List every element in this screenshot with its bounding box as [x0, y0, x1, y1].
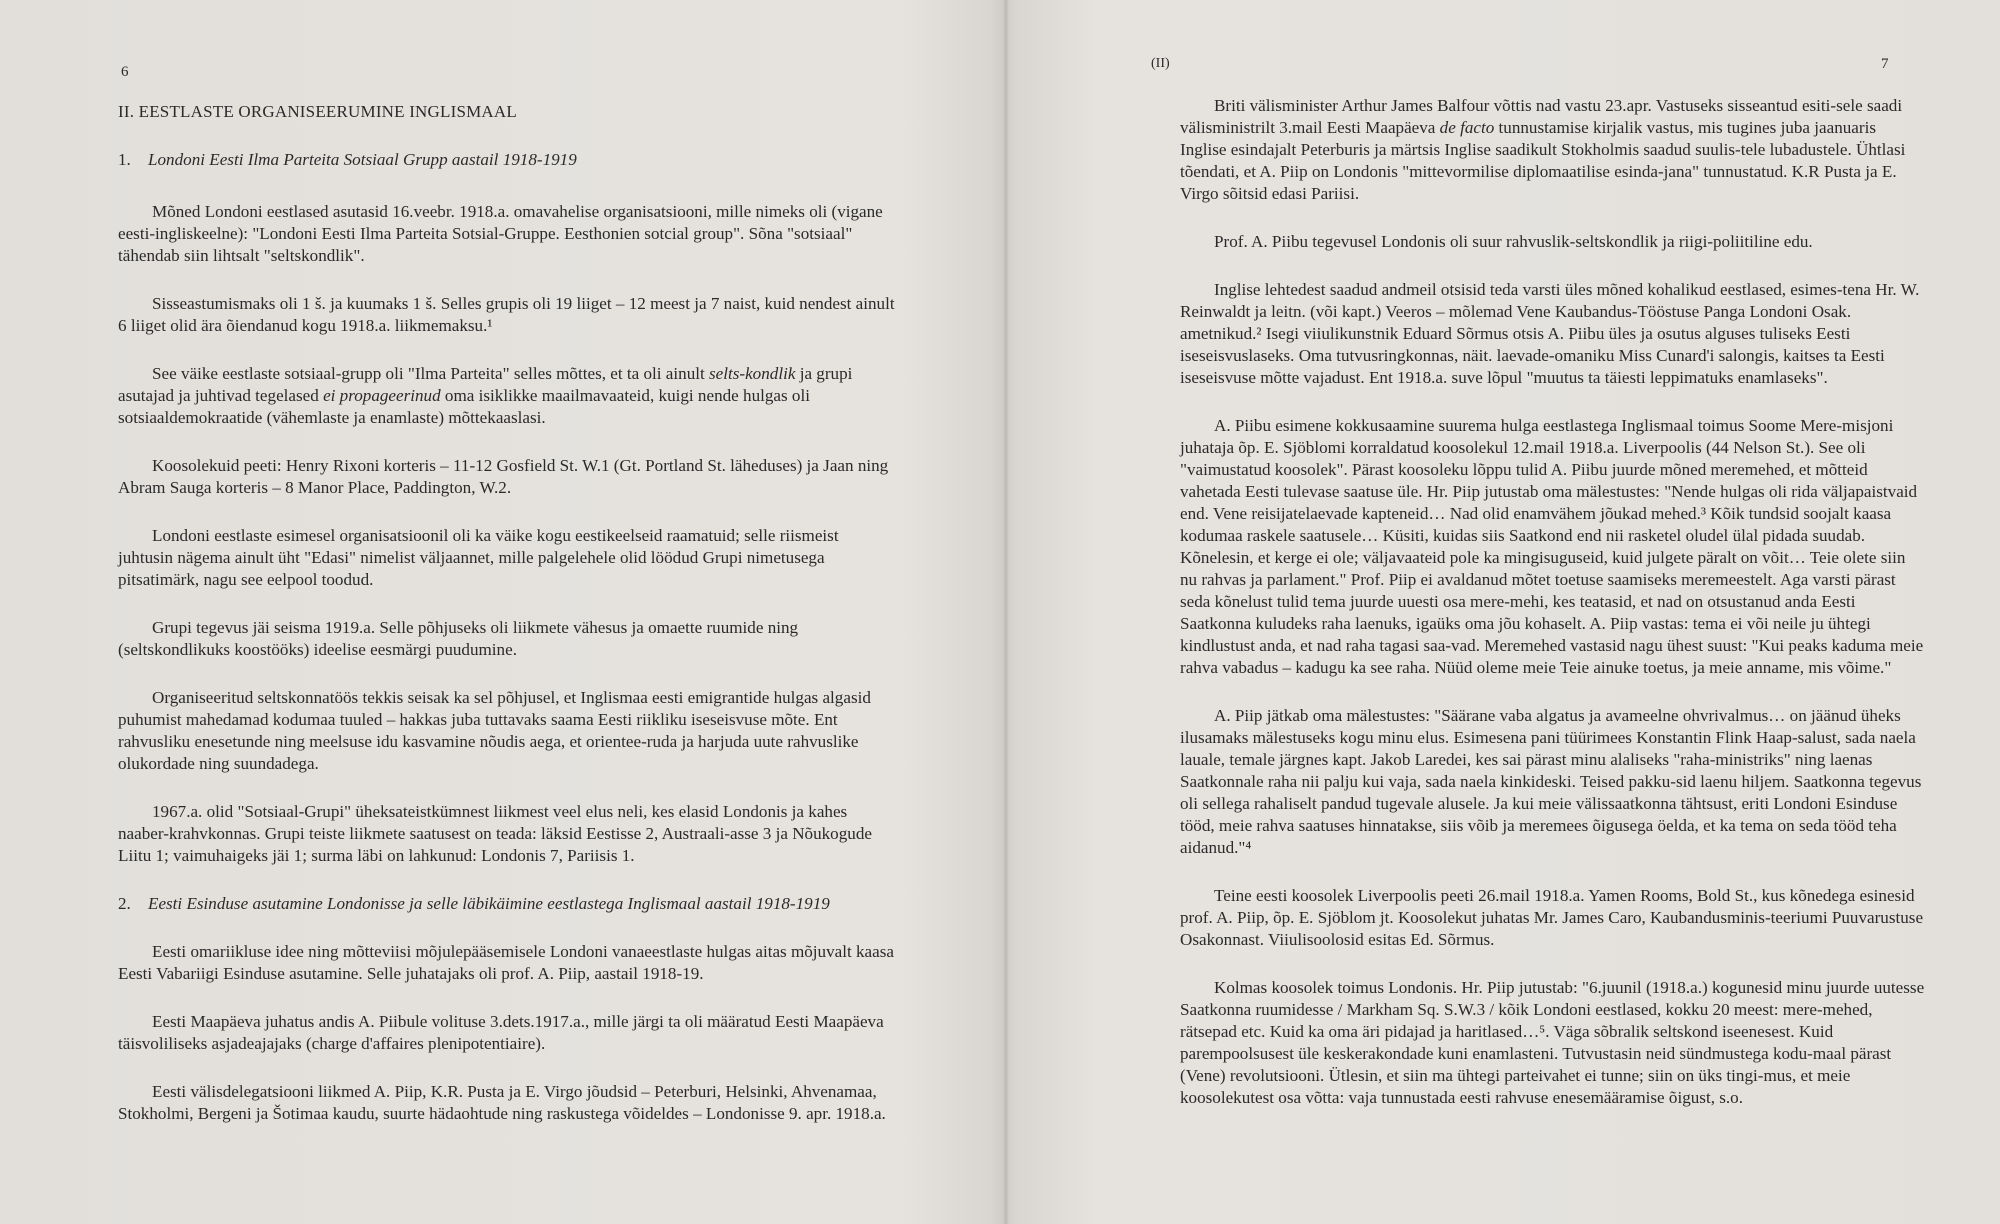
- paragraph: A. Piibu esimene kokkusaamine suurema hulga eestlastega Inglismaal toimus Soome Mere-misjoni juhataja õp. E. Sjöblomi korraldatud koosolekul 12.mail 1918.a. Liverpoolis (44 Nelson St.). See oli "vaimustatud koosolek". Pärast koosoleku lõppu tulid A. Piibu juurde mõned meremehed, et mõtteid vahetada Eesti tulevase saatuse üle. Hr. Piip jutustab oma mälestustes: "Nende hulgas oli rida väljapaistvaid end. Vene reisijatelaevade kapteneid… Nad olid enamvähem jõukad mehed.³ Kõik tundsid soojalt kaasa kodumaa raskele saatusele… Küsiti, kuidas siis Saatkond end nii rasketel oludel ülal pidada suudab. Kõnelesin, et kerge ei ole; väljavaateid pole ka mingisuguseid, kuid julgete päralt on võit… Teie olete siin nu rahvas ja parlament." Prof. Piip ei avaldanud mõtet toetuse saamiseks meremeestelt. Aga varsti pärast seda kõnelust tulid tema juurde uuesti osa mere-mehi, kes teatasid, et nad on otsustanud anda Eesti Saatkonna kuludeks raha laenuks, igaüks oma jõu kohaselt. A. Piip vastas: tema ei või neile ju ühtegi kindlustust anda, et nad raha tagasi saa-vad. Meremehed vastasid nagu ühest suust: "Kui peaks kaduma meie rahva vabadus – kadugu ka see raha. Nüüd oleme meie Teie ainuke toetus, ja meie anname, mis võime.": [1180, 416, 1924, 677]
- paragraph: A. Piip jätkab oma mälestustes: "Säärane vaba algatus ja avameelne ohvrivalmus… on jäänud üheks ilusamaks mälestuseks kogu minu elus. Esimesena pani tüürimees Konstantin Flink Haap-salust, sada naela lauale, temale järgnes kapt. Jakob Laredei, kes sai pärast minu alaliseks "raha-ministriks" ning laenas Saatkonnale raha nii palju kui vaja, sada naela kinkideski. Teised pakku-sid laenu hiljem. Saatkonna tegevus oli sellega rahaliselt pandud tugevale alusele. Ja kui meie välissaatkonna tähtsust, eriti Londoni Esinduse tööd, meie rahva saatuses hinnatakse, siis võib ja meremees õigusega öelda, et ka tema on seda tööd teha aidanud."⁴: [1180, 706, 1922, 857]
- paragraph: Inglise lehtedest saadud andmeil otsisid teda varsti üles mõned kohalikud eestlased, esimes-tena Hr. W. Reinwaldt ja leitn. (või kapt.) Veeros – mõlemad Vene Kaubandus-Tööstuse Panga Londoni Osak. ametnikud.² Isegi viiulikunstnik Eduard Sõrmus otsis A. Piibu üles ja osutus alguses tuliseks Eesti iseseisvuslaseks. Oma tutvusringkonnas, näit. laevade-omaniku Miss Cunard'i salongis, kaitses ta Eesti iseseisvuse mõtte vajadust. Ent 1918.a. suve lõpul "muutus ta täiesti leppimatuks enamlaseks".: [1180, 280, 1920, 387]
- paragraph-text: tunnustamise kirjalik vastus, mis tugines juba jaanuaris Inglise esindajalt Peterburis ja märtsis Inglise saadikult Stokholmis saadud suulis-tele lubadustele. Ühtlasi tõendati, et A. Piip on Londonis "mittevormilise diplomaatilise esinda-jana" tunnustatud. K.R Pusta ja E. Virgo sõitsid edasi Pariisi.: [1180, 118, 1906, 203]
- paragraph-text: ja grupi asutajad ja juhtivad tegelased: [118, 364, 853, 405]
- subsection-2-text: Eesti Esinduse asutamine Londonisse ja selle läbikäimine eestlastega Inglismaal aastail 1918-1919: [148, 894, 830, 913]
- paragraph: Londoni eestlaste esimesel organisatsioonil oli ka väike kogu eestikeelseid raamatuid; selle riismeist juhtusin nägema ainult üht "Edasi" nimelist väljaannet, mille palgelehele olid löödud Grupi nimetusega pitsatimärk, nagu see eelpool toodud.: [118, 526, 839, 589]
- paragraph: Eesti Maapäeva juhatus andis A. Piibule volituse 3.dets.1917.a., mille järgi ta oli määratud Eesti Maapäeva täisvoliliseks asjadeajajaks (charge d'affaires plenipotentiaire).: [118, 1012, 884, 1053]
- paragraph-text: oma isiklikke maailmavaateid, kuigi nende hulgas oli sotsiaaldemokraatide (vähemlaste ja enamlaste) mõttekaaslasi.: [118, 386, 810, 427]
- paragraph: Eesti omariikluse idee ning mõtteviisi mõjulepääsemisele Londoni vanaeestlaste hulgas aitas mõjuvalt kaasa Eesti Vabariigi Esinduse asutamine. Selle juhatajaks oli prof. A. Piip, aastail 1918-19.: [118, 942, 894, 983]
- subsection-1-number: 1.: [118, 150, 131, 169]
- paragraph-text: See väike eestlaste sotsiaal-grupp oli "Ilma Parteita" selles mõttes, et ta oli ainult: [152, 364, 710, 383]
- subsection-1-title: [118, 149, 896, 171]
- paragraph: Koosolekuid peeti: Henry Rixoni korteris – 11-12 Gosfield St. W.1 (Gt. Portland St. läheduses) ja Jaan ning Abram Sauga korteris – 8 Manor Place, Paddington, W.2.: [118, 456, 889, 497]
- subsection-1-text: Londoni Eesti Ilma Parteita Sotsiaal Grupp aastail 1918-1919: [148, 150, 577, 169]
- left-page-text: [118, 101, 896, 1125]
- paragraph: Kolmas koosolek toimus Londonis. Hr. Piip jutustab: "6.juunil (1918.a.) kogunesid minu juurde uutesse Saatkonna ruumidesse / Markham Sq. S.W.3 / kõik Londoni eestlased, kokku 20 meest: mere-mehed, rätsepad etc. Kuid ka oma äri pidajad ja haritlased…⁵. Väga sõbralik seltskond iseenesest. Kuid parempoolsusest üle keskerakondade kuni enamlasteni. Tutvustasin neid sündmustega kodu-maal pärast (Vene) revolutsiooni. Ütlesin, et siin ma ühtegi parteivahet ei tunne; siin on üks tingi-mus, et meie koosolekutest osa võtta: vaja tunnustada eesti rahvuse enesemääramise õigust, s.o.: [1180, 978, 1925, 1107]
- emphasis-text: de facto: [1439, 118, 1495, 137]
- page-number-right: 7: [1881, 56, 1889, 72]
- emphasis-text: selts-kondlik: [709, 364, 796, 383]
- paragraph: 1967.a. olid "Sotsiaal-Grupi" üheksateistkümnest liikmest veel elus neli, kes elasid Londonis ja kahes naaber-krahvkonnas. Grupi teiste liikmete saatusest on teada: läksid Eestisse 2, Austraali-asse 3 ja Nõukogude Liitu 1; vaimuhaigeks jäi 1; surma läbi on lahkunud: Londonis 7, Pariisis 1.: [118, 802, 872, 865]
- right-page-text: [1180, 95, 1926, 1109]
- paragraph: [118, 363, 896, 429]
- paragraph: Organiseeritud seltskonnatöös tekkis seisak ka sel põhjusel, et Inglismaa eesti emigrantide hulgas algasid puhumist mahedamad kodumaa tuuled – hakkas juba tuttavaks saama Eesti riikliku iseseisvuse mõte. Ent rahvusliku enesetunde ning meelsuse idu kasvamine nõudis aega, et orientee-ruda ja harjuda uute rahvuslike olukordade ning suundadega.: [118, 688, 871, 773]
- paragraph: Sisseastumismaks oli 1 š. ja kuumaks 1 š. Selles grupis oli 19 liiget – 12 meest ja 7 naist, kuid nendest ainult 6 liiget olid ära õiendanud kogu 1918.a. liikmemaksu.¹: [118, 294, 895, 335]
- paragraph: Teine eesti koosolek Liverpoolis peeti 26.mail 1918.a. Yamen Rooms, Bold St., kus kõnedega esinesid prof. A. Piip, õp. E. Sjöblom jt. Koosolekut juhatas Mr. James Caro, Kaubandusminis-teeriumi Puuvarustuse Osakonnast. Viiulisoolosid esitas Ed. Sõrmus.: [1180, 886, 1924, 949]
- paragraph: Grupi tegevus jäi seisma 1919.a. Selle põhjuseks oli liikmete vähesus ja omaette ruumide ning (seltskondlikuks koostööks) ideelise eesmärgi puudumine.: [118, 618, 799, 659]
- page-number-left: 6: [121, 64, 129, 80]
- section-heading: II. EESTLASTE ORGANISEERUMINE INGLISMAAL: [118, 102, 517, 121]
- paragraph: Prof. A. Piibu tegevusel Londonis oli suur rahvuslik-seltskondlik ja riigi-poliitiline edu.: [1214, 232, 1813, 251]
- emphasis-text: ei propageerinud: [323, 386, 441, 405]
- right-page: [1009, 0, 2000, 1224]
- subsection-2-title: [118, 893, 896, 915]
- paragraph: Mõned Londoni eestlased asutasid 16.veebr. 1918.a. omavahelise organisatsiooni, mille nimeks oli (vigane eesti-ingliskeelne): "Londoni Eesti Ilma Parteita Sotsial-Gruppe. Eesthonien sotcial group". Sõna "sotsiaal" tähendab siin lihtsalt "seltskondlik".: [118, 202, 883, 265]
- paragraph: [1180, 95, 1926, 205]
- subsection-2-number: 2.: [118, 894, 131, 913]
- running-head: (II): [1151, 56, 1170, 71]
- paragraph: Eesti välisdelegatsiooni liikmed A. Piip, K.R. Pusta ja E. Virgo jõudsid – Peterburi, Helsinki, Ahvenamaa, Stokholmi, Bergeni ja Šotimaa kaudu, suurte hädaohtude ning raskustega võideldes – Londonisse 9. apr. 1918.a.: [118, 1082, 886, 1123]
- paragraph-text: Briti välisminister Arthur James Balfour võttis nad vastu 23.apr. Vastuseks sisseantud esiti-sele saadi välisministrilt 3.mail Eesti Maapäeva: [1180, 96, 1903, 137]
